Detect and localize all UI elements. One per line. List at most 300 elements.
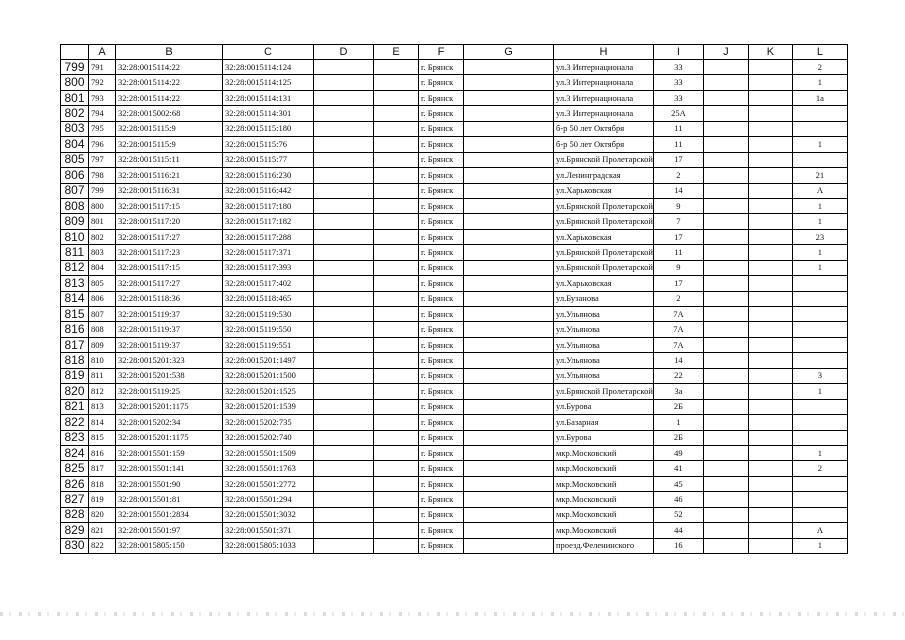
- cell-f: г. Брянск: [419, 507, 464, 522]
- cell-f: г. Брянск: [419, 492, 464, 507]
- row-number-cell: 818: [61, 353, 89, 368]
- cell-l: 2: [792, 60, 847, 75]
- cell-h: ул.Харьковская: [554, 276, 654, 291]
- cell-c: 32:28:0015114:124: [223, 60, 314, 75]
- cell-a: 821: [89, 523, 116, 538]
- row-number-cell: 814: [61, 291, 89, 306]
- cell-b: 32:28:0015119:37: [116, 307, 223, 322]
- cell-e: [374, 523, 419, 538]
- column-header-h: H: [554, 45, 654, 60]
- cell-c: 32:28:0015805:1033: [223, 538, 314, 553]
- cell-b: 32:28:0015201:1175: [116, 430, 223, 445]
- cell-l: [792, 507, 847, 522]
- row-number-cell: 806: [61, 168, 89, 183]
- cell-i: 9: [653, 260, 703, 275]
- cell-h: ул.Бурова: [554, 430, 654, 445]
- cell-e: [374, 214, 419, 229]
- cell-i: 41: [653, 461, 703, 476]
- cell-c: 32:28:0015202:740: [223, 430, 314, 445]
- cell-h: мкр.Московский: [554, 507, 654, 522]
- row-number-cell: 807: [61, 183, 89, 198]
- cell-g: [464, 214, 554, 229]
- cell-j: [703, 291, 748, 306]
- cell-h: ул.Ульянова: [554, 337, 654, 352]
- cell-l: [792, 415, 847, 430]
- cell-f: г. Брянск: [419, 229, 464, 244]
- cell-g: [464, 337, 554, 352]
- cell-e: [374, 384, 419, 399]
- cell-b: 32:28:0015119:25: [116, 384, 223, 399]
- cell-c: 32:28:0015115:76: [223, 137, 314, 152]
- cell-j: [703, 137, 748, 152]
- cell-h: ул.3 Интернационала: [554, 60, 654, 75]
- cell-h: мкр.Московский: [554, 461, 654, 476]
- cell-k: [748, 399, 792, 414]
- cell-d: [314, 121, 374, 136]
- cell-c: 32:28:0015119:530: [223, 307, 314, 322]
- cell-g: [464, 322, 554, 337]
- row-number-cell: 824: [61, 445, 89, 460]
- cell-b: 32:28:0015115:9: [116, 137, 223, 152]
- cell-l: А: [792, 523, 847, 538]
- column-header-g: G: [464, 45, 554, 60]
- cell-i: 7: [653, 214, 703, 229]
- cell-i: 7А: [653, 322, 703, 337]
- cell-l: [792, 121, 847, 136]
- cell-h: ул.3 Интернационала: [554, 90, 654, 105]
- cell-d: [314, 523, 374, 538]
- row-number-cell: 799: [61, 60, 89, 75]
- table-row: [61, 229, 848, 244]
- cell-j: [703, 229, 748, 244]
- cell-k: [748, 183, 792, 198]
- cell-i: 49: [653, 445, 703, 460]
- cell-h: мкр.Московский: [554, 445, 654, 460]
- cell-l: 1: [792, 198, 847, 213]
- cell-l: [792, 152, 847, 167]
- cell-b: 32:28:0015119:37: [116, 337, 223, 352]
- cell-g: [464, 106, 554, 121]
- cell-f: г. Брянск: [419, 399, 464, 414]
- cell-g: [464, 445, 554, 460]
- cell-e: [374, 168, 419, 183]
- cell-g: [464, 384, 554, 399]
- cell-h: ул.Ульянова: [554, 368, 654, 383]
- cell-d: [314, 445, 374, 460]
- cell-l: [792, 476, 847, 491]
- cell-k: [748, 276, 792, 291]
- cell-i: 17: [653, 152, 703, 167]
- cell-f: г. Брянск: [419, 106, 464, 121]
- column-header-i: I: [653, 45, 703, 60]
- cell-k: [748, 337, 792, 352]
- cell-j: [703, 476, 748, 491]
- cell-d: [314, 60, 374, 75]
- table-row: [61, 368, 848, 383]
- table-row: [61, 106, 848, 121]
- row-number-cell: 815: [61, 307, 89, 322]
- cell-i: 14: [653, 353, 703, 368]
- cell-i: 7А: [653, 307, 703, 322]
- cell-f: г. Брянск: [419, 461, 464, 476]
- cell-a: 802: [89, 229, 116, 244]
- cell-a: 804: [89, 260, 116, 275]
- cell-f: г. Брянск: [419, 214, 464, 229]
- cell-k: [748, 507, 792, 522]
- table-row: [61, 75, 848, 90]
- cell-j: [703, 538, 748, 553]
- table-row: [61, 523, 848, 538]
- cell-j: [703, 399, 748, 414]
- cell-e: [374, 60, 419, 75]
- cell-e: [374, 430, 419, 445]
- cell-g: [464, 430, 554, 445]
- cell-f: г. Брянск: [419, 415, 464, 430]
- cell-j: [703, 260, 748, 275]
- cell-d: [314, 507, 374, 522]
- cell-j: [703, 198, 748, 213]
- cell-f: г. Брянск: [419, 168, 464, 183]
- cell-k: [748, 415, 792, 430]
- cell-c: 32:28:0015114:125: [223, 75, 314, 90]
- cell-g: [464, 90, 554, 105]
- cell-f: г. Брянск: [419, 368, 464, 383]
- cell-h: ул.Базарная: [554, 415, 654, 430]
- cell-j: [703, 168, 748, 183]
- row-number-cell: 816: [61, 322, 89, 337]
- cell-i: 11: [653, 245, 703, 260]
- scan-noise-strip: [0, 612, 905, 616]
- cell-i: 2: [653, 168, 703, 183]
- cell-d: [314, 538, 374, 553]
- table-row: [61, 507, 848, 522]
- cell-b: 32:28:0015501:141: [116, 461, 223, 476]
- cell-l: 1: [792, 245, 847, 260]
- cell-i: 11: [653, 137, 703, 152]
- cell-h: мкр.Московский: [554, 476, 654, 491]
- cell-c: 32:28:0015114:301: [223, 106, 314, 121]
- cell-c: 32:28:0015114:131: [223, 90, 314, 105]
- cell-f: г. Брянск: [419, 260, 464, 275]
- cell-f: г. Брянск: [419, 90, 464, 105]
- row-number-cell: 805: [61, 152, 89, 167]
- cell-a: 806: [89, 291, 116, 306]
- cell-b: 32:28:0015114:22: [116, 60, 223, 75]
- cell-i: 2: [653, 291, 703, 306]
- row-number-cell: 826: [61, 476, 89, 491]
- cell-i: 1: [653, 415, 703, 430]
- cell-f: г. Брянск: [419, 183, 464, 198]
- cell-a: 822: [89, 538, 116, 553]
- cell-k: [748, 168, 792, 183]
- cell-l: [792, 492, 847, 507]
- cell-d: [314, 430, 374, 445]
- row-number-cell: 817: [61, 337, 89, 352]
- cell-l: 1: [792, 538, 847, 553]
- table-row: [61, 461, 848, 476]
- column-header-k: K: [748, 45, 792, 60]
- cell-j: [703, 276, 748, 291]
- cell-i: 45: [653, 476, 703, 491]
- row-number-cell: 808: [61, 198, 89, 213]
- cell-e: [374, 90, 419, 105]
- cell-f: г. Брянск: [419, 198, 464, 213]
- row-number-cell: 813: [61, 276, 89, 291]
- cell-j: [703, 430, 748, 445]
- row-number-cell: 804: [61, 137, 89, 152]
- cell-i: 25А: [653, 106, 703, 121]
- cell-b: 32:28:0015115:11: [116, 152, 223, 167]
- cell-a: 793: [89, 90, 116, 105]
- cell-d: [314, 229, 374, 244]
- row-number-cell: 825: [61, 461, 89, 476]
- corner-cell: [61, 45, 89, 60]
- table-row: [61, 198, 848, 213]
- row-number-cell: 829: [61, 523, 89, 538]
- row-number-cell: 810: [61, 229, 89, 244]
- cell-b: 32:28:0015117:23: [116, 245, 223, 260]
- cell-f: г. Брянск: [419, 445, 464, 460]
- cell-c: 32:28:0015116:230: [223, 168, 314, 183]
- cell-g: [464, 291, 554, 306]
- cell-j: [703, 492, 748, 507]
- cell-e: [374, 137, 419, 152]
- cell-c: 32:28:0015501:294: [223, 492, 314, 507]
- cell-l: 2: [792, 461, 847, 476]
- spreadsheet-table: [60, 44, 848, 554]
- row-number-cell: 812: [61, 260, 89, 275]
- cell-l: [792, 399, 847, 414]
- cell-h: ул.Ульянова: [554, 322, 654, 337]
- column-header-c: C: [223, 45, 314, 60]
- cell-l: 23: [792, 229, 847, 244]
- row-number-cell: 823: [61, 430, 89, 445]
- cell-a: 817: [89, 461, 116, 476]
- cell-k: [748, 353, 792, 368]
- cell-j: [703, 214, 748, 229]
- cell-c: 32:28:0015501:2772: [223, 476, 314, 491]
- cell-a: 801: [89, 214, 116, 229]
- column-header-a: A: [89, 45, 116, 60]
- cell-c: 32:28:0015117:288: [223, 229, 314, 244]
- cell-b: 32:28:0015119:37: [116, 322, 223, 337]
- cell-g: [464, 152, 554, 167]
- cell-b: 32:28:0015501:159: [116, 445, 223, 460]
- cell-j: [703, 183, 748, 198]
- table-row: [61, 137, 848, 152]
- cell-e: [374, 507, 419, 522]
- cell-j: [703, 60, 748, 75]
- table-row: [61, 337, 848, 352]
- cell-f: г. Брянск: [419, 276, 464, 291]
- cell-g: [464, 476, 554, 491]
- table-row: [61, 183, 848, 198]
- cell-a: 811: [89, 368, 116, 383]
- table-row: [61, 384, 848, 399]
- table-row: [61, 399, 848, 414]
- cell-f: г. Брянск: [419, 322, 464, 337]
- cell-i: 17: [653, 276, 703, 291]
- cell-c: 32:28:0015115:77: [223, 152, 314, 167]
- cell-l: [792, 276, 847, 291]
- cell-j: [703, 121, 748, 136]
- cell-g: [464, 198, 554, 213]
- cell-f: г. Брянск: [419, 538, 464, 553]
- cell-a: 791: [89, 60, 116, 75]
- cell-g: [464, 260, 554, 275]
- cell-h: ул.Брянской Пролетарской: [554, 214, 654, 229]
- cell-k: [748, 538, 792, 553]
- cell-l: [792, 307, 847, 322]
- row-number-cell: 819: [61, 368, 89, 383]
- cell-g: [464, 137, 554, 152]
- cell-j: [703, 384, 748, 399]
- cell-c: 32:28:0015201:1500: [223, 368, 314, 383]
- cell-g: [464, 183, 554, 198]
- cell-l: [792, 106, 847, 121]
- cell-j: [703, 445, 748, 460]
- table-row: [61, 307, 848, 322]
- cell-a: 819: [89, 492, 116, 507]
- table-row: [61, 415, 848, 430]
- cell-b: 32:28:0015117:15: [116, 198, 223, 213]
- table-row: [61, 90, 848, 105]
- cell-c: 32:28:0015501:371: [223, 523, 314, 538]
- cell-b: 32:28:0015116:21: [116, 168, 223, 183]
- cell-a: 796: [89, 137, 116, 152]
- cell-b: 32:28:0015114:22: [116, 75, 223, 90]
- cell-a: 803: [89, 245, 116, 260]
- cell-l: 1: [792, 260, 847, 275]
- cell-k: [748, 60, 792, 75]
- cell-l: 1: [792, 137, 847, 152]
- cell-c: 32:28:0015116:442: [223, 183, 314, 198]
- cell-a: 794: [89, 106, 116, 121]
- table-row: [61, 353, 848, 368]
- cell-j: [703, 353, 748, 368]
- cell-b: 32:28:0015501:90: [116, 476, 223, 491]
- cell-b: 32:28:0015117:27: [116, 229, 223, 244]
- cell-j: [703, 245, 748, 260]
- table-body: [61, 60, 848, 554]
- cell-h: ул.Ульянова: [554, 353, 654, 368]
- cell-e: [374, 353, 419, 368]
- cell-a: 813: [89, 399, 116, 414]
- cell-a: 795: [89, 121, 116, 136]
- cell-d: [314, 137, 374, 152]
- cell-d: [314, 307, 374, 322]
- cell-i: 44: [653, 523, 703, 538]
- cell-i: 52: [653, 507, 703, 522]
- cell-d: [314, 415, 374, 430]
- cell-e: [374, 75, 419, 90]
- cell-a: 798: [89, 168, 116, 183]
- cell-b: 32:28:0015501:2834: [116, 507, 223, 522]
- table-row: [61, 322, 848, 337]
- cell-e: [374, 260, 419, 275]
- cell-b: 32:28:0015117:20: [116, 214, 223, 229]
- cell-a: 805: [89, 276, 116, 291]
- cell-f: г. Брянск: [419, 476, 464, 491]
- cell-e: [374, 245, 419, 260]
- cell-d: [314, 368, 374, 383]
- cell-h: ул.Брянской Пролетарской: [554, 198, 654, 213]
- cell-b: 32:28:0015116:31: [116, 183, 223, 198]
- row-number-cell: 800: [61, 75, 89, 90]
- cell-g: [464, 523, 554, 538]
- cell-k: [748, 152, 792, 167]
- column-header-j: J: [703, 45, 748, 60]
- cell-a: 816: [89, 445, 116, 460]
- cell-h: ул.Брянской Пролетарской: [554, 384, 654, 399]
- cell-b: 32:28:0015201:323: [116, 353, 223, 368]
- cell-d: [314, 168, 374, 183]
- cell-b: 32:28:0015115:9: [116, 121, 223, 136]
- cell-h: ул.Ленинградская: [554, 168, 654, 183]
- cell-k: [748, 461, 792, 476]
- cell-l: [792, 353, 847, 368]
- cell-h: ул.Брянской Пролетарской: [554, 260, 654, 275]
- cell-d: [314, 75, 374, 90]
- column-header-row: [61, 45, 848, 60]
- cell-d: [314, 152, 374, 167]
- cell-g: [464, 75, 554, 90]
- cell-b: 32:28:0015201:538: [116, 368, 223, 383]
- cell-c: 32:28:0015117:393: [223, 260, 314, 275]
- cell-h: ул.3 Интернационала: [554, 106, 654, 121]
- cell-l: [792, 291, 847, 306]
- cell-e: [374, 106, 419, 121]
- table-row: [61, 276, 848, 291]
- cell-d: [314, 461, 374, 476]
- cell-c: 32:28:0015501:3032: [223, 507, 314, 522]
- cell-a: 818: [89, 476, 116, 491]
- cell-h: ул.Брянской Пролетарской: [554, 245, 654, 260]
- cell-i: 46: [653, 492, 703, 507]
- cell-b: 32:28:0015117:15: [116, 260, 223, 275]
- table-row: [61, 445, 848, 460]
- cell-j: [703, 90, 748, 105]
- cell-l: 1: [792, 445, 847, 460]
- cell-k: [748, 322, 792, 337]
- cell-c: 32:28:0015115:180: [223, 121, 314, 136]
- cell-d: [314, 384, 374, 399]
- cell-h: ул.Ульянова: [554, 307, 654, 322]
- cell-f: г. Брянск: [419, 245, 464, 260]
- table-row: [61, 291, 848, 306]
- cell-j: [703, 368, 748, 383]
- cell-h: б-р 50 лет Октября: [554, 137, 654, 152]
- cell-d: [314, 291, 374, 306]
- table-row: [61, 245, 848, 260]
- cell-j: [703, 523, 748, 538]
- cell-e: [374, 461, 419, 476]
- cell-f: г. Брянск: [419, 337, 464, 352]
- cell-k: [748, 492, 792, 507]
- cell-c: 32:28:0015117:182: [223, 214, 314, 229]
- cell-l: 1: [792, 384, 847, 399]
- cell-g: [464, 461, 554, 476]
- cell-e: [374, 445, 419, 460]
- cell-d: [314, 399, 374, 414]
- cell-e: [374, 368, 419, 383]
- cell-d: [314, 322, 374, 337]
- cell-b: 32:28:0015117:27: [116, 276, 223, 291]
- cell-a: 820: [89, 507, 116, 522]
- cell-g: [464, 60, 554, 75]
- cell-l: 1: [792, 214, 847, 229]
- cell-h: ул.Бурова: [554, 399, 654, 414]
